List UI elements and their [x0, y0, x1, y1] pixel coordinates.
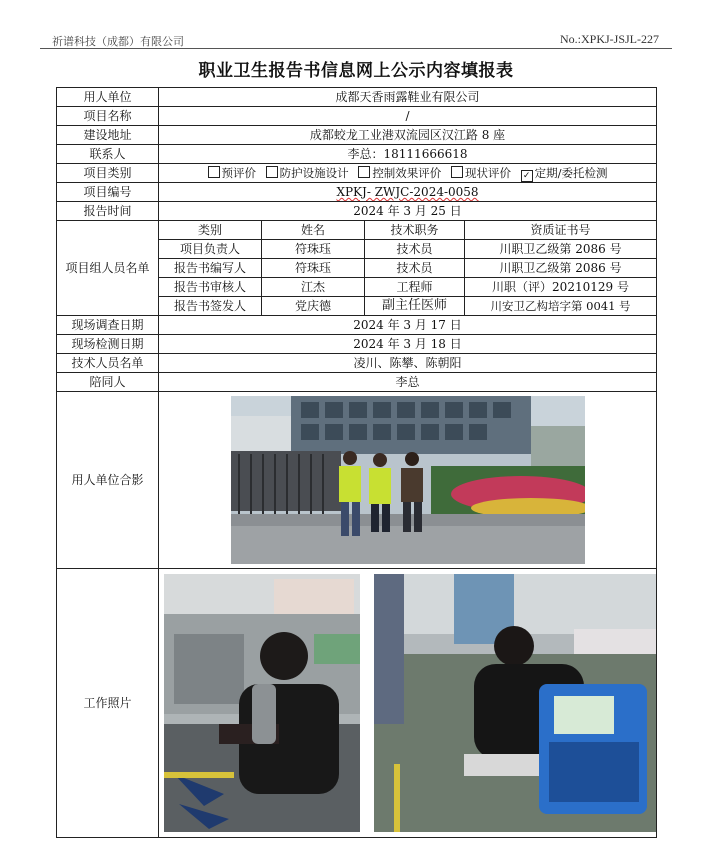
report-form-table: [56, 87, 657, 838]
team-header-name: 姓名: [262, 221, 365, 240]
team-role: 报告书签发人: [159, 297, 262, 316]
survey-date-value: 2024 年 3 月 17 日: [159, 316, 657, 335]
report-time-value: 2024 年 3 月 25 日: [159, 202, 657, 221]
category-option-status-evaluation[interactable]: 现状评价: [451, 166, 511, 180]
escort-label: 陪同人: [57, 373, 159, 392]
team-title: 副主任医师: [365, 297, 465, 316]
category-options: [159, 164, 657, 183]
row-report-time: [57, 202, 657, 221]
team-label: 项目组人员名单: [57, 221, 159, 316]
header-rule: [40, 48, 672, 49]
header-doc-number: No.:XPKJ-JSJL-227: [559, 32, 659, 46]
employer-label: 用人单位: [57, 88, 159, 107]
checkbox-icon[interactable]: [208, 166, 220, 178]
team-header-row: [57, 221, 657, 240]
checkbox-icon[interactable]: [358, 166, 370, 178]
checkbox-icon[interactable]: [451, 166, 463, 178]
work-photo-1: [164, 574, 360, 832]
group-photo-label: 用人单位合影: [57, 392, 159, 569]
category-option-pre-evaluation[interactable]: 预评价: [208, 166, 257, 180]
team-title: 工程师: [365, 278, 465, 297]
checked-checkbox-icon[interactable]: ✓: [521, 170, 533, 182]
category-option-protection-design[interactable]: 防护设施设计: [266, 166, 349, 180]
row-contact: [57, 145, 657, 164]
page-title: 职业卫生报告书信息网上公示内容填报表: [198, 61, 514, 81]
team-role: 报告书编写人: [159, 259, 262, 278]
row-technicians: [57, 354, 657, 373]
category-option-periodic-testing[interactable]: ✓ 定期/委托检测: [521, 166, 608, 180]
project-name-value: /: [159, 107, 657, 126]
team-name: 江杰: [262, 278, 365, 297]
team-cert: 川安卫乙构培字第 0041 号: [465, 297, 657, 316]
team-title: 技术员: [365, 259, 465, 278]
team-cert: 川职卫乙级第 2086 号: [465, 259, 657, 278]
work-photos-label: 工作照片: [57, 569, 159, 838]
team-role: 报告书审核人: [159, 278, 262, 297]
category-option-control-effect[interactable]: 控制效果评价: [358, 166, 441, 180]
work-photo-2: [374, 574, 657, 832]
test-date-value: 2024 年 3 月 18 日: [159, 335, 657, 354]
contact-value: 李总：18111666618: [159, 145, 657, 164]
address-value: 成都蛟龙工业港双流园区汉江路 8 座: [159, 126, 657, 145]
team-header-category: 类别: [159, 221, 262, 240]
row-test-date: [57, 335, 657, 354]
team-name: 党庆德: [262, 297, 365, 316]
test-date-label: 现场检测日期: [57, 335, 159, 354]
report-time-label: 报告时间: [57, 202, 159, 221]
row-address: [57, 126, 657, 145]
row-group-photo: [57, 392, 657, 569]
employer-value: 成都天香雨露鞋业有限公司: [159, 88, 657, 107]
category-label: 项目类别: [57, 164, 159, 183]
group-photo-image: [231, 396, 585, 564]
row-project-name: [57, 107, 657, 126]
row-work-photos: [57, 569, 657, 838]
project-no-label: 项目编号: [57, 183, 159, 202]
project-no-value: XPKJ- ZWJC-2024-0058: [336, 185, 479, 199]
checkbox-icon[interactable]: [266, 166, 278, 178]
team-title: 技术员: [365, 240, 465, 259]
technicians-value: 凌川、陈攀、陈朝阳: [159, 354, 657, 373]
team-role: 项目负责人: [159, 240, 262, 259]
row-project-no: [57, 183, 657, 202]
team-cert: 川职（评）20210129 号: [465, 278, 657, 297]
team-header-title: 技术职务: [365, 221, 465, 240]
team-name: 符珠珏: [262, 259, 365, 278]
group-photo: [231, 396, 585, 564]
work-photo-2-image: [374, 574, 657, 832]
address-label: 建设地址: [57, 126, 159, 145]
team-name: 符珠珏: [262, 240, 365, 259]
team-cert: 川职卫乙级第 2086 号: [465, 240, 657, 259]
escort-value: 李总: [159, 373, 657, 392]
row-category: [57, 164, 657, 183]
survey-date-label: 现场调查日期: [57, 316, 159, 335]
technicians-label: 技术人员名单: [57, 354, 159, 373]
row-employer: [57, 88, 657, 107]
row-escort: [57, 373, 657, 392]
contact-label: 联系人: [57, 145, 159, 164]
header-company: 祈谱科技（成都）有限公司: [52, 35, 184, 48]
team-header-cert: 资质证书号: [465, 221, 657, 240]
row-survey-date: [57, 316, 657, 335]
project-name-label: 项目名称: [57, 107, 159, 126]
work-photo-1-image: [164, 574, 360, 832]
